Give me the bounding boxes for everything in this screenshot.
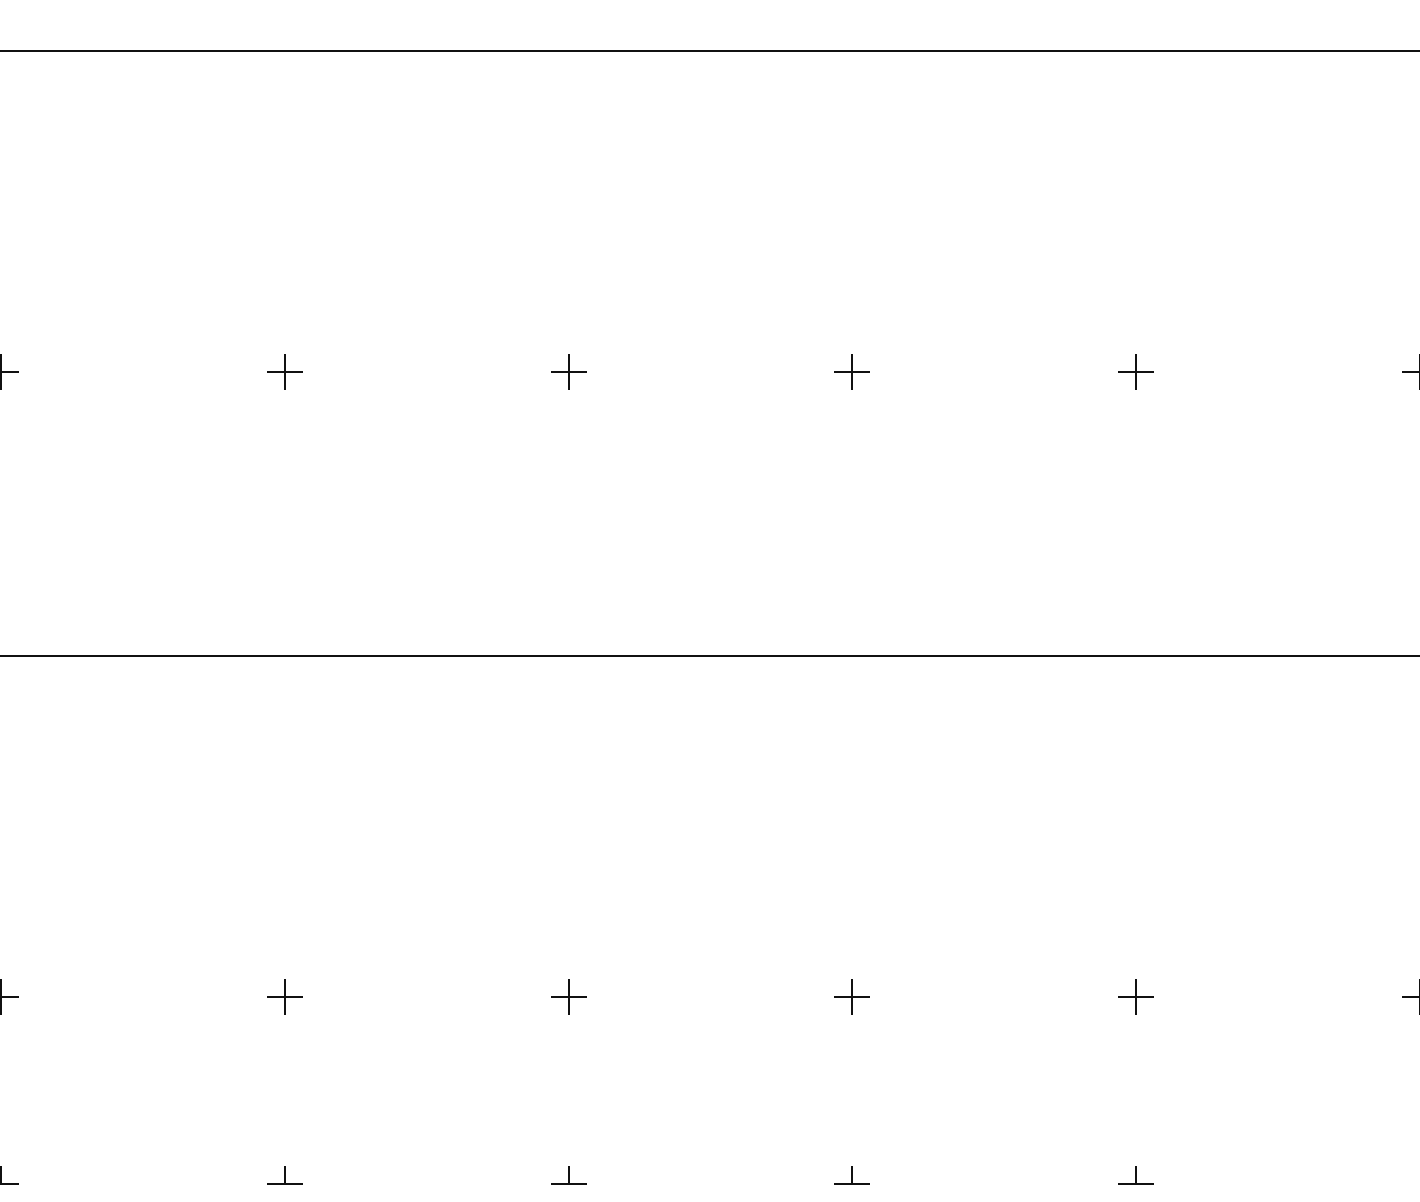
crop-mark <box>1118 1166 1154 1202</box>
man-athletic-icon <box>637 735 787 915</box>
crop-mark <box>267 354 303 390</box>
divider <box>0 655 1420 657</box>
crop-mark <box>551 354 587 390</box>
man-superslim-icon <box>70 742 220 922</box>
divider <box>0 50 1420 52</box>
crop-mark <box>0 354 19 390</box>
crop-mark <box>0 979 19 1015</box>
man-manly-icon <box>920 110 1070 290</box>
man-slim-icon <box>355 112 505 292</box>
crop-mark <box>267 1166 303 1202</box>
man-supermanly-icon <box>1203 110 1353 290</box>
crop-mark <box>1118 979 1154 1015</box>
man-athletic-icon <box>637 110 787 290</box>
crop-mark <box>834 354 870 390</box>
man-supermanly-icon <box>1203 735 1353 915</box>
crop-mark <box>551 979 587 1015</box>
man-superslim-icon <box>70 118 220 298</box>
crop-mark <box>267 979 303 1015</box>
man-manly-icon <box>920 735 1070 915</box>
crop-mark <box>551 1166 587 1202</box>
crop-mark <box>834 1166 870 1202</box>
crop-mark <box>0 1166 19 1202</box>
crop-mark <box>1118 354 1154 390</box>
crop-mark <box>1402 979 1420 1015</box>
crop-mark <box>834 979 870 1015</box>
crop-mark <box>1402 354 1420 390</box>
man-slim-icon <box>355 737 505 917</box>
